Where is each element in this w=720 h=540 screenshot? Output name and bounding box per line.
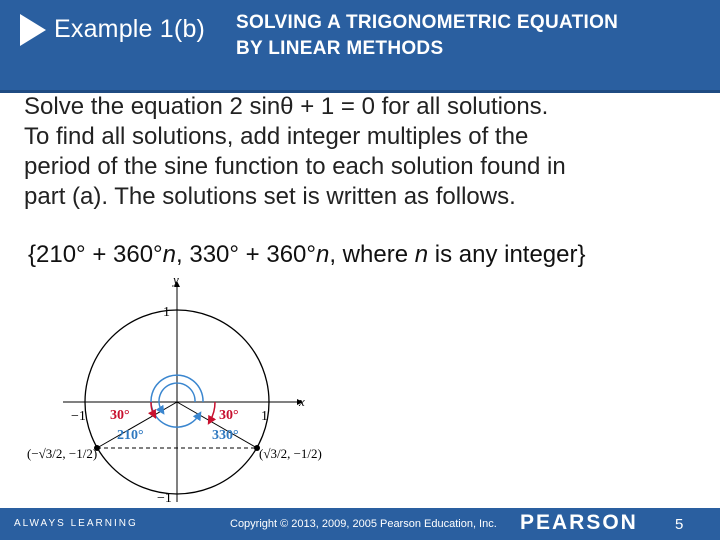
slide-header: [0, 0, 720, 93]
formula-variable: n: [162, 241, 177, 268]
page-number: 5: [675, 516, 684, 533]
body-line: period of the sine function to each solution found in: [24, 153, 566, 180]
tick-label-y-neg: −1: [157, 491, 172, 506]
point-label-left: (−√3/2, −1/2): [27, 446, 98, 461]
tick-label-x-pos: 1: [261, 409, 268, 424]
slide-title: [236, 10, 618, 62]
solution-set-formula: [28, 241, 586, 269]
formula-part: {210° + 360°: [28, 241, 163, 268]
formula-part: , where: [329, 241, 415, 268]
publisher-logo: PEARSON: [520, 511, 638, 534]
body-line: Solve the equation 2 sinθ + 1 = 0 for all solutions.: [24, 93, 549, 120]
angle-label-330: 330°: [212, 428, 239, 443]
ref-angle-label-right: 30°: [219, 408, 239, 423]
footer-tagline: ALWAYS LEARNING: [14, 518, 138, 529]
slide-title-line1: SOLVING A TRIGONOMETRIC EQUATION: [236, 12, 619, 33]
formula-part: , 330° + 360°: [176, 241, 316, 268]
example-label: Example 1(b): [54, 15, 206, 43]
body-line: To find all solutions, add integer multiples of the: [24, 123, 529, 150]
formula-part: is any integer}: [428, 241, 586, 268]
ref-angle-label-left: 30°: [110, 408, 130, 423]
footer-copyright: Copyright © 2013, 2009, 2005 Pearson Education, Inc.: [230, 518, 497, 530]
x-axis-label: x: [299, 394, 305, 409]
body-line: part (a). The solutions set is written as follows.: [24, 183, 516, 210]
body-text: [24, 92, 704, 212]
angle-label-210: 210°: [117, 428, 144, 443]
play-arrow-icon: [20, 14, 46, 46]
unit-circle-figure: [25, 270, 325, 510]
tick-label-x-neg: −1: [71, 409, 86, 424]
formula-variable: n: [315, 241, 330, 268]
ref-arc-right: [210, 402, 215, 421]
point-label-right: (√3/2, −1/2): [259, 446, 322, 461]
y-axis-label: y: [173, 272, 179, 287]
tick-label-y-pos: 1: [163, 305, 170, 320]
slide-title-line2: BY LINEAR METHODS: [236, 38, 444, 59]
slide-footer: [0, 508, 720, 540]
formula-variable: n: [414, 241, 429, 268]
